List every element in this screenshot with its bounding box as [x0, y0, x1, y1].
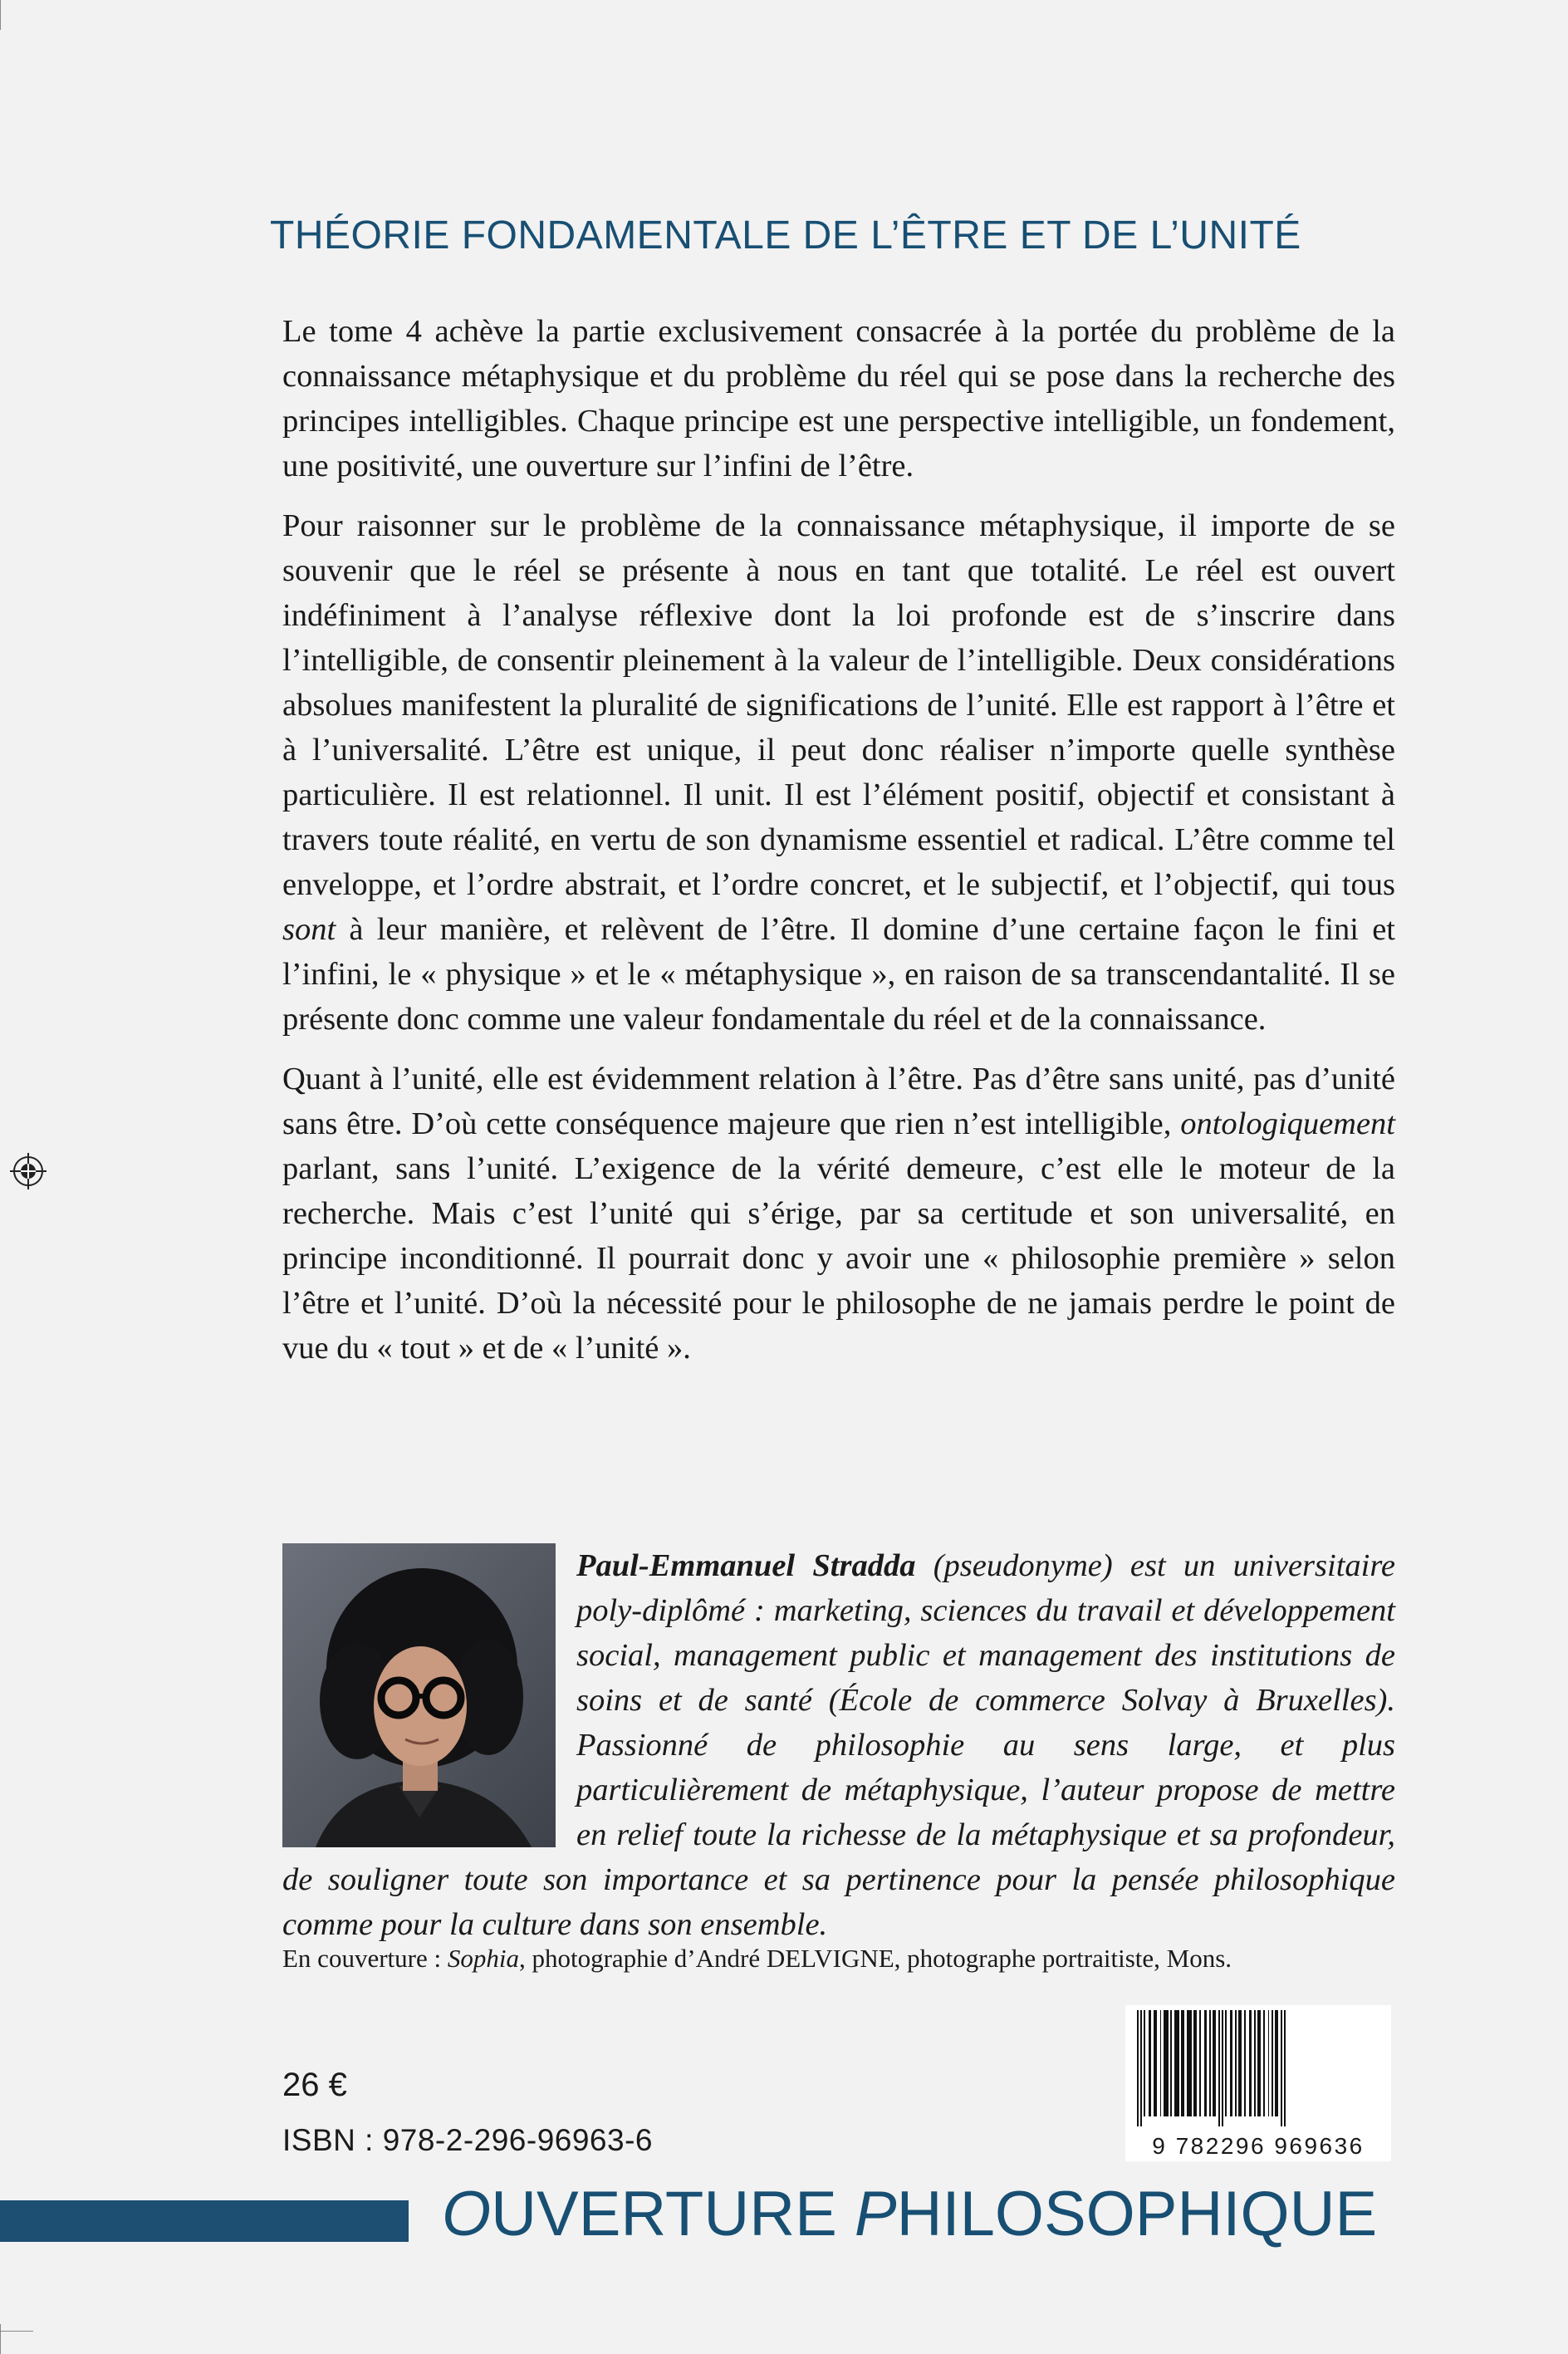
author-bio — [282, 1543, 1395, 1947]
barcode-number: 9 782296 969636 — [1152, 2133, 1365, 2159]
barcode-bar — [1154, 2010, 1157, 2116]
price: 26 € — [282, 2067, 347, 2103]
barcode-bar — [1140, 2010, 1142, 2126]
isbn: ISBN : 978-2-296-96963-6 — [282, 2123, 653, 2157]
barcode-bar — [1218, 2010, 1220, 2126]
barcode-bar — [1164, 2010, 1169, 2116]
paragraph-3 — [282, 1057, 1395, 1371]
barcode-bar — [1257, 2010, 1261, 2116]
barcode-bar — [1222, 2010, 1223, 2126]
paragraph-2-text-b: à leur manière, et relèvent de l’être. Il domine d’une certaine façon le fini et l’infini, le « physique » et le « métaphysique », en raison de sa transcendantalité. Il se présente donc comme une valeur fondamentale du réel et de la connaissance. — [282, 912, 1396, 1037]
paragraph-2-emphasis: sont — [282, 912, 336, 947]
barcode-bar — [1268, 2010, 1269, 2116]
barcode-bar — [1187, 2010, 1192, 2116]
barcode-bar — [1199, 2010, 1201, 2116]
series-initial-o: O — [442, 2179, 492, 2249]
barcode-bar — [1213, 2010, 1216, 2116]
barcode-bar — [1170, 2010, 1172, 2116]
crop-mark — [0, 2324, 1, 2354]
registration-mark-icon — [10, 1153, 47, 1189]
paragraph-3-emphasis: ontologiquement — [1180, 1106, 1396, 1141]
barcode-bar — [1160, 2010, 1161, 2116]
cover-credit-title: Sophia — [447, 1944, 519, 1973]
paragraph-2 — [282, 503, 1395, 1042]
series-word-2: HILOSOPHIQUE — [896, 2179, 1378, 2249]
barcode-bar — [1174, 2010, 1179, 2116]
paragraph-3-text-a: Quant à l’unité, elle est évidemment relation à l’être. Pas d’être sans unité, pas d’unité sans être. D’où cette conséquence majeure que rien n’est intelligible, — [282, 1062, 1395, 1141]
series-word-1: UVERTURE — [491, 2179, 855, 2249]
series-title — [442, 2179, 1378, 2249]
barcode-bar — [1254, 2010, 1256, 2116]
barcode-bars — [1134, 2010, 1383, 2126]
crop-mark — [0, 0, 1, 30]
author-bio-text: (pseudonyme) est un universitaire poly-diplômé : marketing, sciences du travail et développement social, management public et management des institutions de soins et de santé (École de commerce Solvay à Bruxelles). Passionné de philosophie au sens large, et plus particulièrement de métaphysique, l’auteur propose de mettre en relief toute la richesse de la métaphysique et sa profondeur, de souligner toute son importance et sa pertinence pour la pensée philosophique comme pour la culture dans son ensemble. — [282, 1548, 1395, 1942]
cover-credit-prefix: En couverture : — [282, 1944, 442, 1973]
crop-mark — [0, 2331, 33, 2332]
paragraph-2-text-a: Pour raisonner sur le problème de la connaissance métaphysique, il importe de se souvenir que le réel se présente à nous en tant que totalité. Le réel est ouvert indéfiniment à l’analyse réflexive dont la loi profonde est de s’inscrire dans l’intelligible, de consentir pleinement à la valeur de l’intelligible. Deux considérations absolues manifestent la pluralité de significations de l’unité. Elle est rapport à l’être et à l’universalité. L’être est unique, il peut donc réaliser n’importe quelle synthèse particulière. Il est relationnel. Il unit. Il est l’élément positif, objectif et consistant à travers toute réalité, en vertu de son dynamisme essentiel et radical. L’être comme tel enveloppe, et l’ordre abstrait, et l’ordre concret, et le subjectif, et l’objectif, qui tous — [282, 508, 1395, 902]
barcode-bar — [1272, 2010, 1273, 2116]
barcode-bar — [1235, 2010, 1237, 2116]
series-bar — [0, 2200, 409, 2242]
barcode-bar — [1181, 2010, 1184, 2116]
barcode — [1125, 2005, 1391, 2161]
barcode-bar — [1263, 2010, 1265, 2116]
barcode-bar — [1281, 2010, 1282, 2126]
barcode-bar — [1204, 2010, 1207, 2116]
barcode-bar — [1209, 2010, 1211, 2116]
barcode-bar — [1230, 2010, 1232, 2116]
author-name: Paul-Emmanuel Stradda — [576, 1548, 916, 1583]
paragraph-3-text-b: parlant, sans l’unité. L’exigence de la vérité demeure, c’est elle le moteur de la recherche. Mais c’est l’unité qui s’érige, par sa certitude et son universalité, en principe inconditionné. Il pourrait donc y avoir une « philosophie première » selon l’être et l’unité. D’où la nécessité pour le philosophe de ne jamais perdre le point de vue du « tout » et de « l’unité ». — [282, 1151, 1395, 1366]
barcode-bar — [1275, 2010, 1278, 2116]
barcode-bar — [1238, 2010, 1242, 2116]
series-initial-p: P — [854, 2179, 897, 2249]
barcode-bar — [1225, 2010, 1227, 2116]
barcode-bar — [1149, 2010, 1151, 2116]
cover-credit — [282, 1942, 1395, 1975]
barcode-bar — [1284, 2010, 1286, 2126]
barcode-bar — [1144, 2010, 1145, 2116]
paragraph-1: Le tome 4 achève la partie exclusivement consacrée à la portée du problème de la connaissance métaphysique et du problème du réel qui se pose dans la recherche des principes intelligibles. Chaque principe est une perspective intelligible, un fondement, une positivité, une ouverture sur l’infini de l’être. — [282, 314, 1395, 483]
book-title: THÉORIE FONDAMENTALE DE L’ÊTRE ET DE L’UNITÉ — [270, 213, 1301, 257]
barcode-bar — [1193, 2010, 1197, 2116]
barcode-bar — [1137, 2010, 1139, 2126]
back-cover-text — [282, 309, 1395, 1385]
barcode-bar — [1249, 2010, 1252, 2116]
cover-credit-suffix: , photographie d’André DELVIGNE, photographe portraitiste, Mons. — [518, 1944, 1232, 1973]
barcode-bar — [1244, 2010, 1246, 2116]
